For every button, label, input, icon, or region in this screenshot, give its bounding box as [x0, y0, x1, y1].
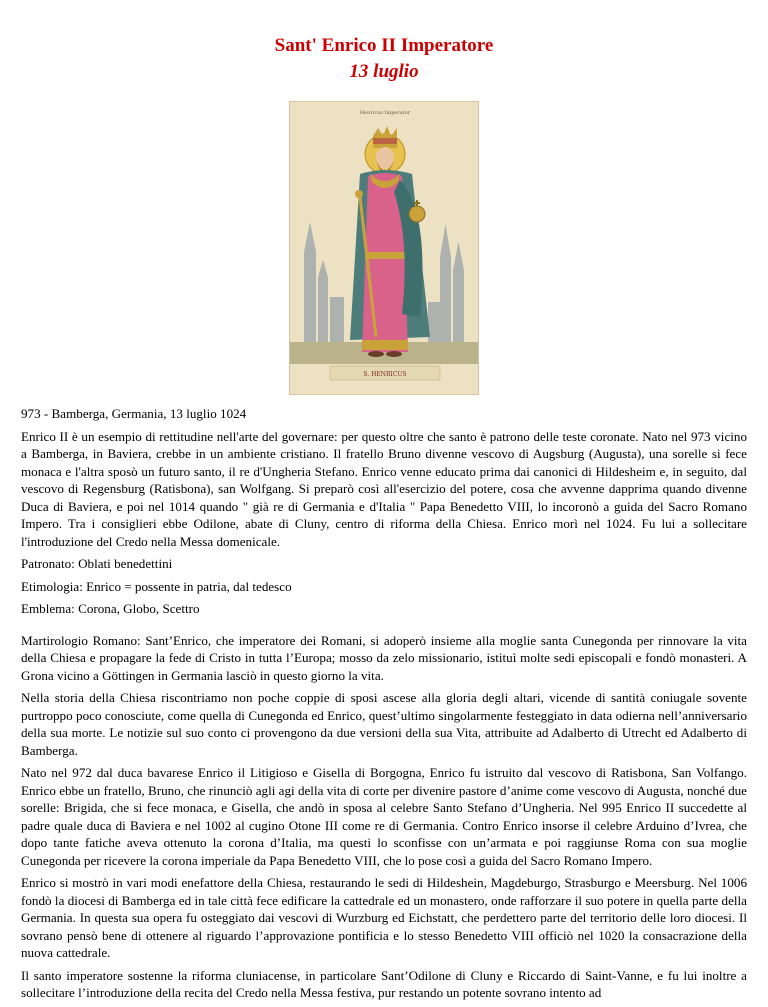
storia-paragraph: Nella storia della Chiesa riscontriamo non poche coppie di sposi ascese alla gloria degli altari, vicende di santità coniugale sovente purtroppo poco conosciute, come quella di Cunegonda ed Enrico, quest’ultimo singolarmente festeggiato in data odierna nell’anniversario della sua morte. Le notizie sul suo conto ci provengono da due versioni della sua Vita, attribuite ad Adalberto di Utrecht ed Adalberto di Bamberga.	[21, 690, 747, 758]
saint-illustration	[289, 101, 479, 395]
patronato: Patronato: Oblati benedettini	[21, 556, 173, 571]
etimologia: Etimologia: Enrico = possente in patria, dal tedesco	[21, 578, 292, 594]
intro-paragraph: Enrico II è un esempio di rettitudine nell'arte del governare: per questo oltre che santo è patrono delle teste coronate. Nato nel 973 vicino a Bamberga, in Baviera, crebbe in un ambiente cristiano. Il fratello Bruno divenne vescovo di Augsburg (Augusta), una sorelle si fece monaca e l'altra sposò un futuro santo, il re d'Ungheria Stefano. Enrico venne educato prima dai canonici di Hildesheim e, in seguito, dal vescovo di Regensburg (Ratisbona), san Wolfgang. Si preparò così all'esercizio del potere, cosa che avvenne dapprima quando divenne Duca di Baviera, e poi nel 1014 quando " già re di Germania e d'Italia " Papa Benedetto VIII, lo incoronò a guida del Sacro Romano Impero. Tra i consiglieri ebbe Odilone, abate di Cluny, centro di riforma della Chiesa. Enrico morì nel 1024. Fu lui a sollecitare l'introduzione del Credo nella Messa domenicale.	[21, 428, 747, 549]
nascita-paragraph: Nato nel 972 dal duca bavarese Enrico il Litigioso e Gisella di Borgogna, Enrico fu istruito dal vescovo di Ratisbona, San Volfango. Enrico ebbe un fratello, Bruno, che rinunciò agli agi della vita di corte per divenire pastore d’anime come vescovo di Augusta, nonché due sorelle: Brigida, che si fece monaca, e Gisella, che andò in sposa al celebre Santo Stefano d’Ungheria. Nel 995 Enrico II succedette al padre quale duca di Baviera e nel 1002 al cugino Otone III come re di Germania. Contro Enrico insorse il celebre Arduino d’Ivrea, che dopo tante fatiche aveva ottenuto la corona d’Italia, ma questi lo sconfisse con un’armata e poi raggiunse Roma con sua moglie Cunegonda per ricevere la corona imperiale da Papa Benedetto VIII, che lo pose così a guida del Sacro Romano Impero.	[21, 765, 747, 868]
martirologio-paragraph: Martirologio Romano: Sant’Enrico, che imperatore dei Romani, si adoperò insieme alla moglie santa Cunegonda per rinnovare la vita della Chiesa e propagare la fede di Cristo in tutta l’Europa; mosso da zelo missionario, istituì molte sedi episcopali e fondò monasteri. A Grona vicino a Göttingen in Germania lasciò in questo giorno la vita.	[21, 632, 747, 683]
illustration-bottom-caption: S. HENRICUS	[363, 371, 407, 378]
riforma-paragraph: Il santo imperatore sostenne la riforma cluniacense, in particolare Sant’Odilone di Cluny e Riccardo di Saint-Vanne, e fu lui inoltre a sollecitare l’introduzione della recita del Credo nella Messa festiva, pur restando un potente sovrano intento ad	[21, 967, 747, 1000]
illustration-top-caption: Henricus Imperator	[359, 110, 411, 116]
life-dates: 973 - Bamberga, Germania, 13 luglio 1024	[21, 406, 247, 421]
feast-date: 13 luglio	[349, 61, 419, 82]
chiesa-paragraph: Enrico si mostrò in vari modi enefattore della Chiesa, restaurando le sedi di Hildeshein, Magdeburgo, Strasburgo e Meersburg. Nel 1006 fondò la diocesi di Bamberga ed in tale città fece edificare la cattedrale ed un monastero, onde rafforzare il suo potere in quella parte della Germania. In questa sua opera fu osteggiato dai vescovi di Wurzburg ed Eichstatt, che perdettero parte del territorio delle loro diocesi. Il sovrano pensò bene di ottenere al riguardo l’approvazione pontificia e lo stesso Benedetto VIII officiò nel 1020 la consacrazione della nuova cattedrale.	[21, 875, 747, 960]
emblema: Emblema: Corona, Globo, Scettro	[21, 601, 200, 616]
article-body	[21, 405, 747, 1007]
page-title: Sant' Enrico II Imperatore	[274, 35, 494, 56]
